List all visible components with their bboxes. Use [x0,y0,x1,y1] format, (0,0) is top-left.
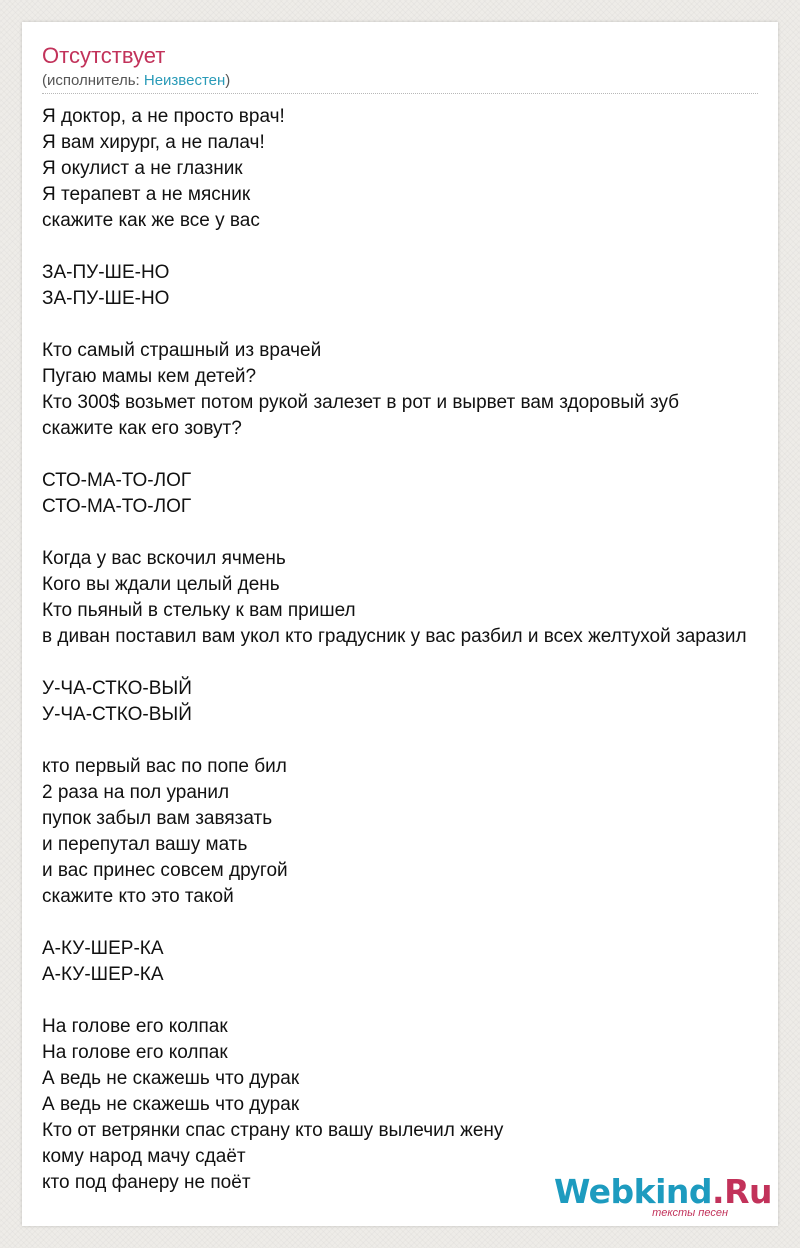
lyric-line: У-ЧА-СТКО-ВЫЙ [42,704,192,725]
logo-tld: .Ru [712,1172,772,1211]
lyric-line: Я доктор, а не просто врач! [42,106,285,127]
lyric-line: скажите кто это такой [42,886,234,907]
lyrics-card [22,22,778,1226]
lyric-line: Кто пьяный в стельку к вам пришел [42,600,356,621]
lyric-line: ЗА-ПУ-ШЕ-НО [42,262,170,283]
lyric-line: На голове его колпак [42,1042,228,1063]
lyric-line: Когда у вас вскочил ячмень [42,548,286,569]
logo-wordmark [554,1174,772,1210]
lyric-line: Пугаю мамы кем детей? [42,366,257,387]
lyric-line: На голове его колпак [42,1016,228,1037]
stanza-gap [42,988,747,1014]
lyric-line: пупок забыл вам завязать [42,808,273,829]
title-divider [42,93,758,94]
artist-link[interactable]: Неизвестен [143,72,226,89]
lyric-line: кто под фанеру не поёт [42,1172,251,1193]
lyric-line: кому народ мачу сдаёт [42,1146,246,1167]
lyric-line: СТО-МА-ТО-ЛОГ [42,496,192,517]
stanza-gap [42,650,747,676]
lyric-line: скажите как его зовут? [42,418,242,439]
song-title: Отсутствует [42,43,166,68]
stanza-gap [42,728,747,754]
lyric-line: А-КУ-ШЕР-КА [42,938,164,959]
lyric-line: скажите как же все у вас [42,210,260,231]
lyric-line: в диван поставил вам укол кто градусник у вас разбил и всех желтухой заразил [42,626,747,647]
lyric-line: Кто 300$ возьмет потом рукой залезет в рот и вырвет вам здоровый зуб [42,392,680,413]
stanza-gap [42,312,747,338]
webkind-logo [553,1172,772,1222]
lyrics-body [42,104,747,1196]
lyric-line: Я окулист а не глазник [42,158,243,179]
lyric-line: и вас принес совсем другой [42,860,288,881]
logo-tagline: тексты песен [652,1207,728,1219]
lyric-line: СТО-МА-ТО-ЛОГ [42,470,192,491]
lyric-line: ЗА-ПУ-ШЕ-НО [42,288,170,309]
lyric-line: Кого вы ждали целый день [42,574,280,595]
lyric-line: Я вам хирург, а не палач! [42,132,265,153]
lyric-line: Я терапевт а не мясник [42,184,251,205]
stanza-gap [42,910,747,936]
lyric-line: кто первый вас по попе бил [42,756,287,777]
lyric-line: 2 раза на пол уранил [42,782,230,803]
lyric-line: А-КУ-ШЕР-КА [42,964,164,985]
artist-prefix: (исполнитель: [42,72,144,89]
lyric-line: У-ЧА-СТКО-ВЫЙ [42,678,192,699]
lyric-line: Кто самый страшный из врачей [42,340,322,361]
lyric-line: и перепутал вашу мать [42,834,248,855]
artist-suffix: ) [225,72,231,89]
stanza-gap [42,520,747,546]
lyric-line: Кто от ветрянки спас страну кто вашу вылечил жену [42,1120,504,1141]
stanza-gap [42,442,747,468]
stanza-gap [42,234,747,260]
artist-line [42,72,230,90]
lyric-line: А ведь не скажешь что дурак [42,1094,300,1115]
lyric-line: А ведь не скажешь что дурак [42,1068,300,1089]
logo-brand: Webkind [553,1172,713,1211]
